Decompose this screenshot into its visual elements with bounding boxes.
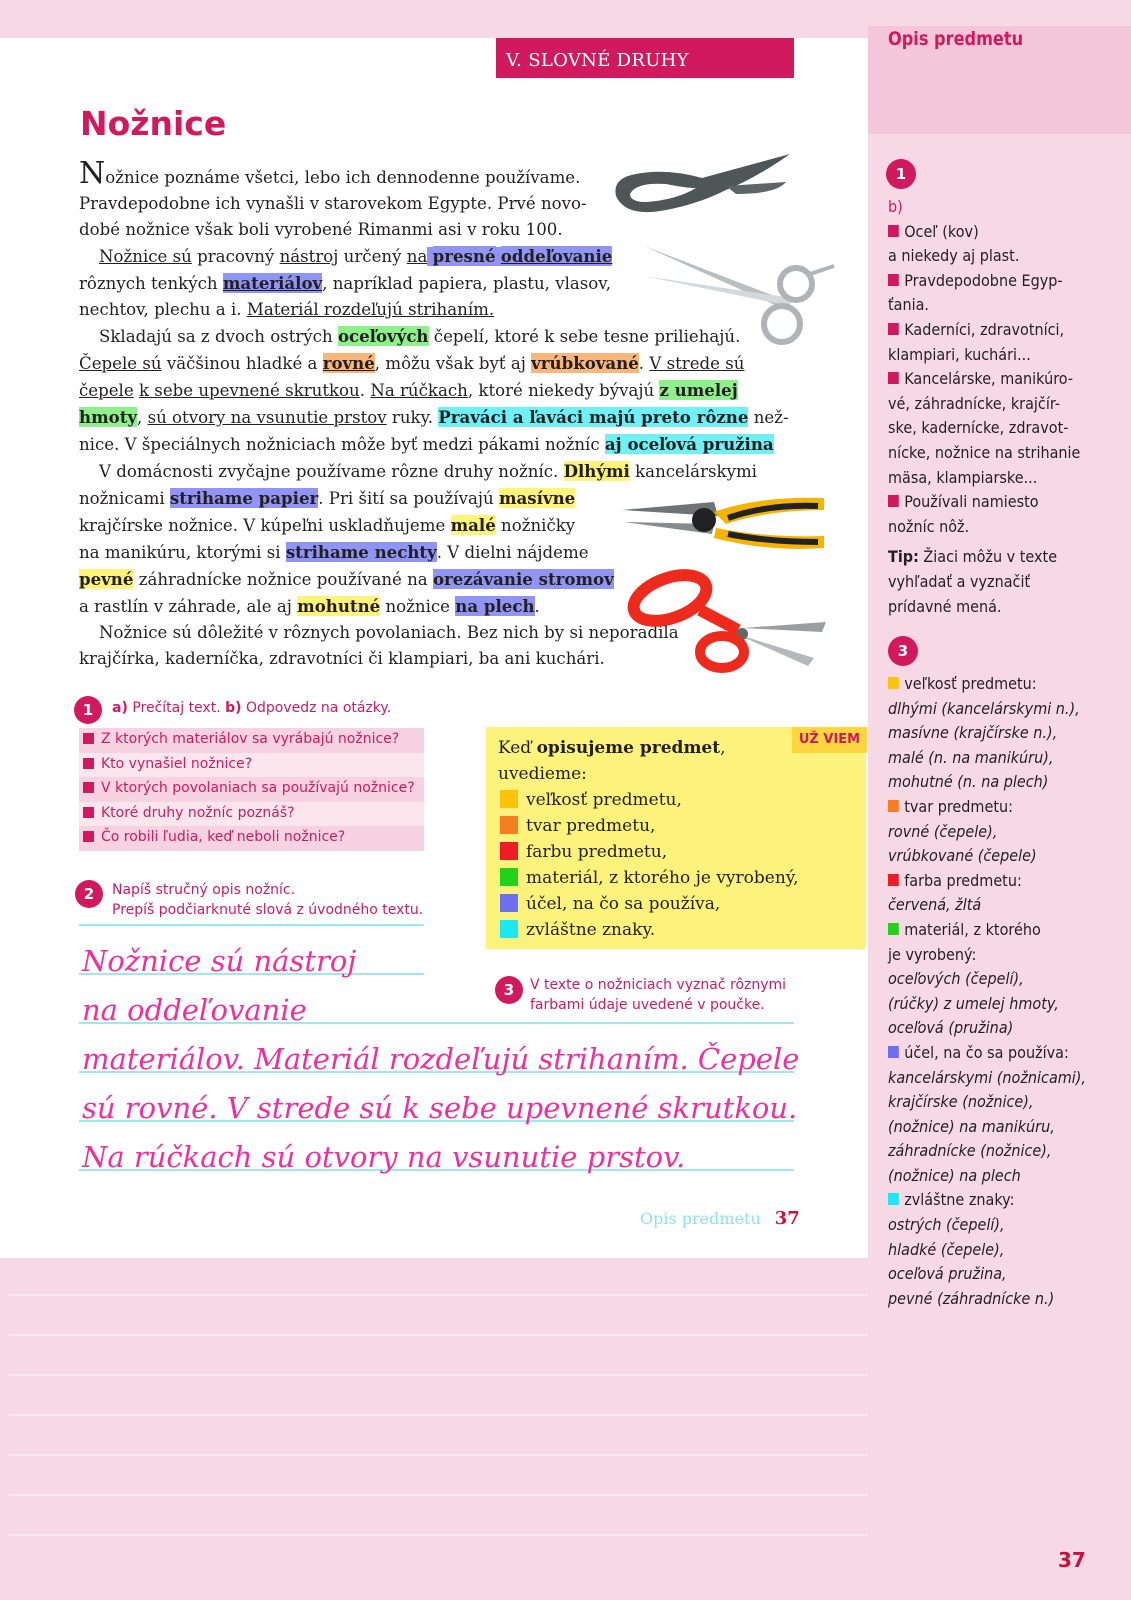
exercise-1-badge: 1 [74,696,102,724]
tin-snips-image [618,488,828,560]
info-box-list [500,787,799,943]
hair-scissors-image [640,240,836,350]
handwritten-answer-line: na oddeľovanie [82,993,307,1027]
notes-line [8,1414,868,1416]
paragraph-line: nožnicami strihame papier. Pri šití sa používajú masívne [79,488,576,508]
paragraph-line: Nožnice sú dôležité v rôznych povolaniach. Bez nich by si neporadila [99,623,679,642]
notes-line [8,1454,868,1456]
exercise-2-badge: 2 [75,880,103,908]
sidebar-color-groups: veľkosť predmetu: dlhými (kancelárskymi n.), masívne (krajčírske n.), malé (n. na manikúru), mohutné (n. na plech) tvar predmetu: rovné (čepele), vrúbkované (čepele) farba predmetu: červená, žltá materiál, z ktorého je vyrobený: oceľových (čepelí), (rúčky) z umelej hmoty, oceľová (pružina) účel, na čo sa používa: kancelárskymi (nožnicami), krajčírske (nožnice), (nožnice) na manikúru, záhradnícke (nožnice), (nožnice) na plech zvláštne znaky: ostrých (čepelí), hladké (čepele), oceľová pružina, pevné (záhradnícke n.) [888,674,1086,1308]
question-item: Z ktorých materiálov sa vyrábajú nožnice? [79,728,424,753]
exercise-3-instructions: V texte o nožniciach vyznač rôznymi farbami údaje uvedené v poučke. [530,977,787,1013]
sidebar-badge-3: 3 [888,636,918,666]
exercise-1-instructions: a) Prečítaj text. b) Odpovedz na otázky. [112,700,392,716]
handwritten-answer-line: Na rúčkach sú otvory na vsunutie prstov. [82,1140,686,1174]
paragraph-line: Čepele sú väčšinou hladké a rovné, môžu však byť aj vrúbkované. V strede sú [79,353,745,373]
exercise-1-questions [79,728,424,851]
info-box-item: účel, na čo sa používa, [500,891,799,917]
notes-line [8,1494,868,1496]
notes-line [8,1374,868,1376]
info-box-item: zvláštne znaky. [500,917,799,943]
sidebar-title: Opis predmetu [888,28,1024,50]
notes-line [8,1294,868,1296]
paragraph-line: a rastlín v záhrade, ale aj mohutné nožnice na plech. [79,596,540,616]
paragraph-line: Nožnice sú pracovný nástroj určený na presné oddeľovanie [99,246,613,266]
handwritten-answer-line: Nožnice sú nástroj [82,944,357,978]
article-title: Nožnice [80,104,227,143]
handwritten-answer-line: sú rovné. V strede sú k sebe upevnené skrutkou. [82,1091,798,1125]
paragraph-line: krajčírske nožnice. V kúpeľni uskladňujeme malé nožničky [79,515,576,535]
page-footer: Opis predmetu 37 [640,1208,800,1229]
paragraph-line: hmoty, sú otvory na vsunutie prstov ruky. Praváci a ľaváci majú preto rôzne než- [79,407,789,427]
handwritten-answer-line: materiálov. Materiál rozdeľujú strihaním. Čepele [82,1042,800,1076]
sidebar-answers: b) Oceľ (kov) a niekedy aj plast. Pravdepodobne Egyp- ťania. Kaderníci, zdravotníci, klampiari, kuchári... Kancelárske, manikúro- vé, záhradnícke, krajčír- ske, kadernícke, zdravot- nícke, nožnice na strihanie mäsa, klampiarske... Používali namiesto nožníc nôž. Tip: Žiaci môžu v texte vyhľadať a vyznačiť prídavné mená. [888,197,1081,616]
paragraph-line: čepele k sebe upevnené skrutkou. Na rúčkach, ktoré niekedy bývajú z umelej [79,380,738,400]
sidebar-badge-1: 1 [886,159,916,189]
paragraph-line: pevné záhradnícke nožnice používané na orezávanie stromov [79,569,614,589]
chapter-tag: V. SLOVNÉ DRUHY [496,38,794,78]
paragraph-line: krajčírka, kaderníčka, zdravotníci či klampiari, ba ani kuchári. [79,649,605,668]
question-item: V ktorých povolaniach sa používajú nožnice? [79,777,424,802]
paragraph-line: na manikúru, ktorými si strihame nechty. V dielni nájdeme [79,542,589,562]
paragraph-line: nice. V špeciálnych nožniciach môže byť medzi pákami nožníc aj oceľová pružina [79,434,774,454]
question-item: Ktoré druhy nožníc poznáš? [79,802,424,827]
info-box-item: materiál, z ktorého je vyrobený, [500,865,799,891]
page-number: 37 [1058,1548,1086,1572]
question-item: Čo robili ľudia, keď neboli nožnice? [79,826,424,851]
exercise-2-instructions: Napíš stručný opis nožníc. Prepíš podčiarknuté slová z úvodného textu. [112,882,424,918]
paragraph-line: Pravdepodobne ich vynašli v starovekom Egypte. Prvé novo- [79,194,587,213]
paragraph-line: V domácnosti zvyčajne používame rôzne druhy nožníc. Dlhými kancelárskymi [99,461,757,481]
paragraph-line: Skladajú sa z dvoch ostrých oceľových čepelí, ktoré k sebe tesne priliehajú. [99,326,741,346]
info-box-intro: Keď opisujeme predmet, uvedieme: [498,738,726,784]
paragraph-line: dobé nožnice však boli vyrobené Rimanmi asi v roku 100. [79,220,563,239]
sheep-shears-image [606,148,792,220]
notes-line [8,1334,868,1336]
info-box-tag: UŽ VIEM [792,727,867,753]
garden-scissors-image [618,568,828,680]
info-box-item: veľkosť predmetu, [500,787,799,813]
question-item: Kto vynašiel nožnice? [79,753,424,778]
exercise-3-badge: 3 [495,976,523,1004]
notes-line [8,1534,868,1536]
info-box-item: farbu predmetu, [500,839,799,865]
paragraph-line: Nožnice poznáme všetci, lebo ich dennodenne používame. [79,156,581,191]
paragraph-line: nechtov, plechu a i. Materiál rozdeľujú strihaním. [79,300,495,319]
paragraph-line: rôznych tenkých materiálov, napríklad papiera, plastu, vlasov, [79,273,611,293]
info-box-item: tvar predmetu, [500,813,799,839]
writing-line [79,924,424,926]
